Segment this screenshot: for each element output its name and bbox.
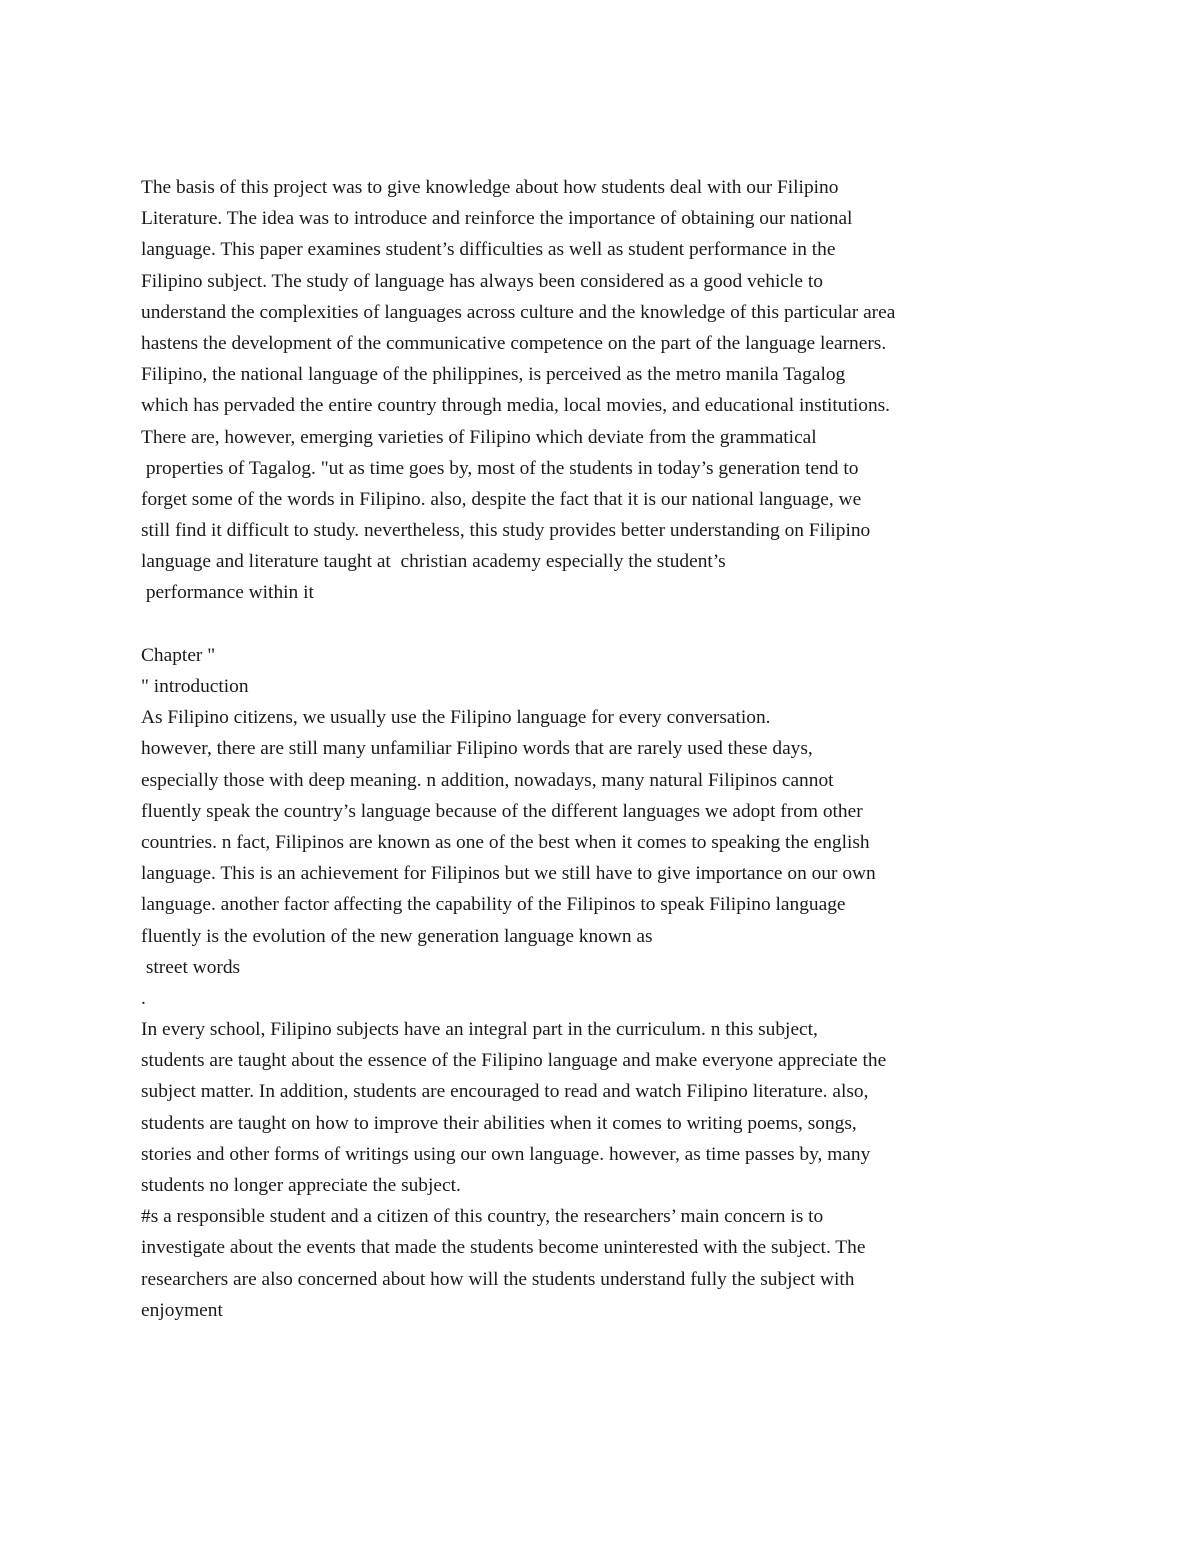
text-line: properties of Tagalog. "ut as time goes by, most of the students in today’s generation tend to	[141, 457, 859, 479]
chapter-heading: Chapter "	[141, 644, 216, 666]
text-line: stories and other forms of writings using our own language. however, as time passes by, many	[141, 1143, 871, 1165]
text-line: language and literature taught at christian academy especially the student’s	[141, 551, 726, 573]
text-line: As Filipino citizens, we usually use the Filipino language for every conversation.	[141, 707, 771, 729]
text-line: The basis of this project was to give knowledge about how students deal with our Filipino	[141, 177, 839, 198]
text-line: understand the complexities of languages across culture and the knowledge of this particular area	[141, 301, 896, 323]
text-line: .	[141, 987, 146, 1009]
text-line: Filipino, the national language of the philippines, is perceived as the metro manila Tagalog	[141, 364, 846, 386]
text-line: investigate about the events that made the students become uninterested with the subject. The	[141, 1237, 866, 1259]
text-line: Filipino subject. The study of language has always been considered as a good vehicle to	[141, 270, 823, 292]
text-line: fluently is the evolution of the new generation language known as	[141, 925, 653, 947]
text-line: There are, however, emerging varieties of Filipino which deviate from the grammatical	[141, 426, 817, 448]
text-line: enjoyment	[141, 1299, 223, 1321]
text-line: subject matter. In addition, students are encouraged to read and watch Filipino literature. also,	[141, 1081, 869, 1103]
text-line: students no longer appreciate the subject.	[141, 1175, 461, 1196]
text-line: fluently speak the country’s language because of the different languages we adopt from other	[141, 800, 863, 822]
text-line: still find it difficult to study. nevertheless, this study provides better understanding on Filipino	[141, 520, 871, 542]
text-line: forget some of the words in Filipino. also, despite the fact that it is our national language, we	[141, 488, 862, 510]
text-line: language. This is an achievement for Filipinos but we still have to give importance on our own	[141, 863, 876, 885]
blank-line	[141, 609, 1151, 640]
text-line: hastens the development of the communicative competence on the part of the language learners.	[141, 332, 887, 354]
text-line: performance within it	[141, 582, 314, 604]
text-line: Literature. The idea was to introduce and reinforce the importance of obtaining our national	[141, 208, 853, 230]
text-line: countries. n fact, Filipinos are known as one of the best when it comes to speaking the english	[141, 831, 870, 853]
text-line: students are taught on how to improve their abilities when it comes to writing poems, songs,	[141, 1112, 857, 1134]
text-line: however, there are still many unfamiliar Filipino words that are rarely used these days,	[141, 738, 813, 760]
text-line: language. another factor affecting the capability of the Filipinos to speak Filipino language	[141, 894, 846, 916]
text-line: language. This paper examines student’s difficulties as well as student performance in the	[141, 239, 836, 261]
document-body	[141, 172, 1151, 1326]
text-line: especially those with deep meaning. n addition, nowadays, many natural Filipinos cannot	[141, 769, 834, 791]
text-line: In every school, Filipino subjects have an integral part in the curriculum. n this subject,	[141, 1019, 818, 1041]
text-line: students are taught about the essence of the Filipino language and make everyone appreciate the	[141, 1050, 887, 1072]
text-line: #s a responsible student and a citizen of this country, the researchers’ main concern is to	[141, 1206, 824, 1228]
text-line: street words	[141, 956, 241, 978]
text-line: researchers are also concerned about how will the students understand fully the subject with	[141, 1268, 855, 1290]
section-heading: " introduction	[141, 676, 249, 697]
text-line: which has pervaded the entire country through media, local movies, and educational institutions.	[141, 395, 891, 417]
